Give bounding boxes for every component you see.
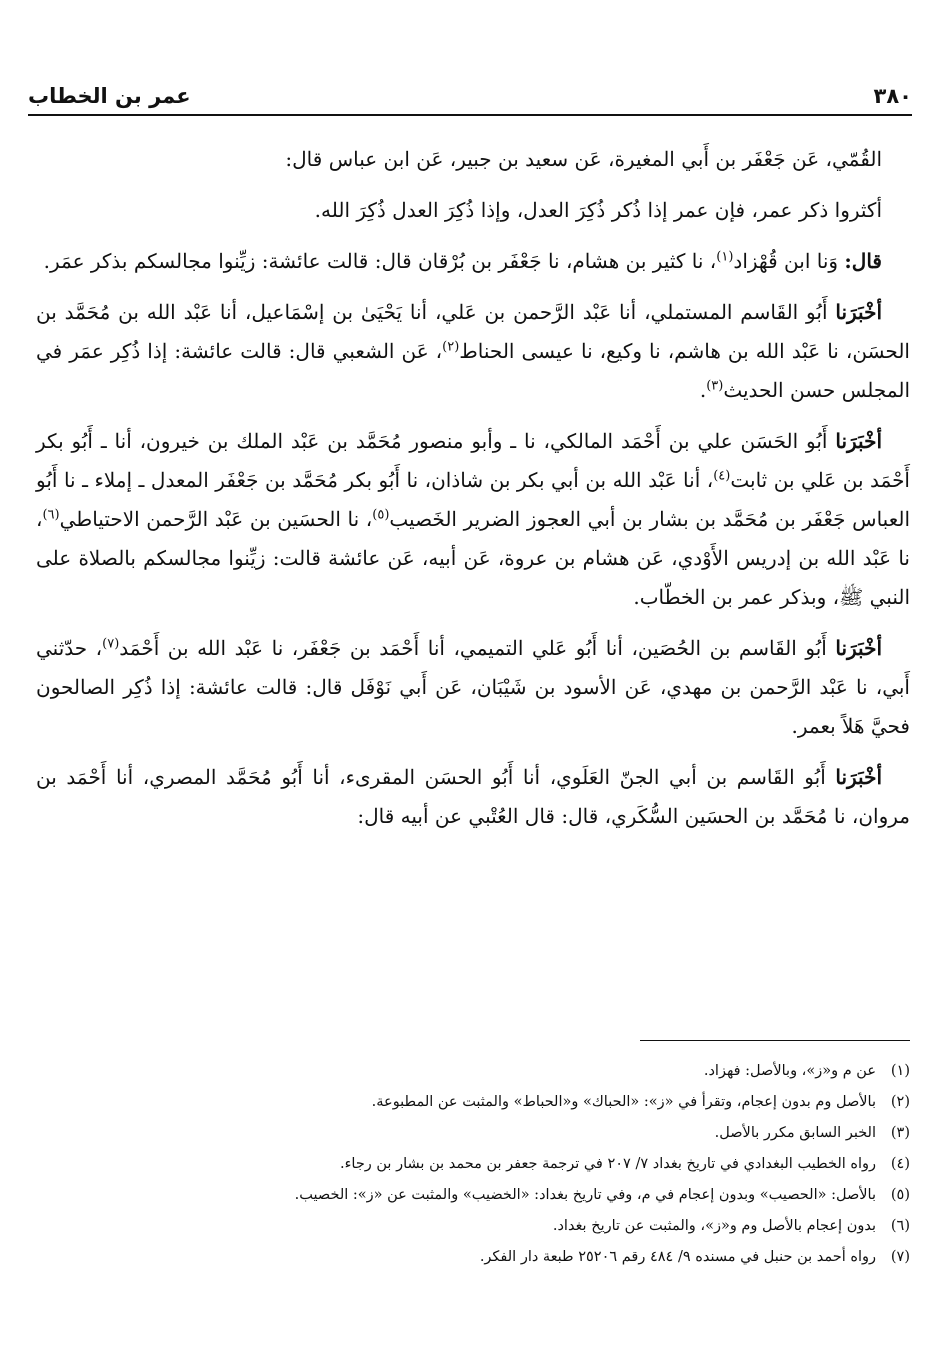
paragraph-lead: قال:	[844, 249, 882, 273]
footnote-ref: (١)	[716, 249, 734, 265]
footnote-ref: (٤)	[713, 468, 731, 484]
footnote-ref: (٣)	[706, 378, 724, 394]
footnote-ref: (٢)	[442, 339, 460, 355]
page-header	[28, 70, 912, 116]
footnotes	[36, 1056, 910, 1273]
footnote-ref: (٥)	[372, 507, 390, 523]
running-title: عمر بن الخطاب	[28, 84, 191, 108]
paragraph: قال: وَنا ابن قُهْزاد$^{(١)}$، نا كثير بن هشام، نا جَعْفَر بن بُرْقان قال: قالت عائشة: زيِّنوا مجالسكم بذكر عمَر.	[43, 249, 882, 273]
paragraph-lead: أخْبَرَنا	[835, 300, 882, 324]
footnote-ref: (٦)	[42, 507, 60, 523]
footnote-divider	[640, 1040, 910, 1041]
footnote: (٣) الخبر السابق مكرر بالأصل.	[714, 1125, 910, 1141]
paragraph-lead: أخْبَرَنا	[835, 765, 882, 789]
paragraph: أخْبَرَنا أَبُو القَاسم المستملي، أنا عَبْد الرَّحمن بن عَلي، أنا يَحْيَىٰ بن إسْمَاعيل، أنا عَبْد الله بن مُحَمَّد بن الحسَن، نا عَبْد الله بن هاشم، نا وكيع، نا عيسى الحناط$^{(٢)}$، عَن الشعبي قال: قالت عائشة: إذا ذُكِر عمَر في المجلس حسن الحديث$^{(٣)}$.	[36, 300, 910, 402]
main-text	[36, 140, 910, 848]
paragraph: القُمّي، عَن جَعْفَر بن أَبي المغيرة، عَن سعيد بن جبير، عَن ابن عباس قال:	[285, 147, 882, 171]
footnote: (٦) بدون إعجام بالأصل وم و«ز»، والمثبت عن تاريخ بغداد.	[552, 1218, 910, 1234]
paragraph: أخْبَرَنا أَبُو القَاسم بن الحُصَين، أنا أَبُو عَلي التميمي، أنا أَحْمَد بن جَعْفَر، نا عَبْد الله بن أَحْمَد$^{(٧)}$، حدّثني أَبي، نا عَبْد الرَّحمن بن مهدي، عَن الأسود بن شَيْبَان، عَن أَبي نَوْفَل قال: قالت عائشة: إذا ذُكِر الصالحون فحيَّ هَلاً بعمر.	[36, 636, 910, 738]
footnote: (٥) بالأصل: «الحصيب» وبدون إعجام في م، وفي تاريخ بغداد: «الخضيب» والمثبت عن «ز»: الخصيب.	[294, 1187, 910, 1203]
footnote-ref: (٧)	[102, 636, 120, 652]
footnote: (١) عن م و«ز»، وبالأصل: فهزاد.	[703, 1063, 910, 1079]
footnote: (٢) بالأصل وم بدون إعجام، وتقرأ في «ز»: «الحباك» و«الحباط» والمثبت عن المطبوعة.	[371, 1094, 910, 1110]
paragraph-lead: أخْبَرَنا	[835, 636, 882, 660]
footnote: (٧) رواه أحمد بن حنبل في مسنده ٩/ ٤٨٤ رقم ٢٥٢٠٦ طبعة دار الفكر.	[479, 1249, 910, 1265]
page-number: ٣٨٠	[873, 84, 912, 108]
paragraph: أخْبَرَنا أَبُو الحَسَن علي بن أَحْمَد المالكي، نا ـ وأبو منصور مُحَمَّد بن عَبْد الملك بن خيرون، أنا ـ أَبُو بكر أَحْمَد بن عَلي بن ثابت$^{(٤)}$، أنا عَبْد الله بن أبي بكر بن شاذان، نا أَبُو بكر مُحَمَّد بن جَعْفَر المعدل ـ إملاء ـ نا أَبُو العباس جَعْفَر بن مُحَمَّد بن بشار بن أبي العجوز الضرير الخَصيب$^{(٥)}$، نا الحسَين بن عَبْد الرَّحمن الاحتياطي$^{(٦)}$، نا عَبْد الله بن إدريس الأَوْدي، عَن هشام بن عروة، عَن أبيه، عَن عائشة قالت: زيِّنوا مجالسكم بالصلاة على النبي ﷺ، وبذكر عمر بن الخطّاب.	[36, 429, 911, 609]
paragraph-lead: أخْبَرَنا	[835, 429, 882, 453]
paragraph: أخْبَرَنا أَبُو القَاسم بن أبي الجنّ العَلَوي، أنا أَبُو الحسَن المقرىء، أنا أَبُو مُحَمَّد المصري، أنا أَحْمَد بن مروان، نا مُحَمَّد بن الحسَين السُّكَري، قال: قال العُتْبي عن أبيه قال:	[36, 765, 910, 828]
footnote: (٤) رواه الخطيب البغدادي في تاريخ بغداد ٧/ ٢٠٧ في ترجمة جعفر بن محمد بن بشار بن رجاء.	[339, 1156, 910, 1172]
paragraph: أكثروا ذكر عمر، فإن عمر إذا ذُكر ذُكِرَ العدل، وإذا ذُكِرَ العدل ذُكِرَ الله.	[314, 198, 882, 222]
